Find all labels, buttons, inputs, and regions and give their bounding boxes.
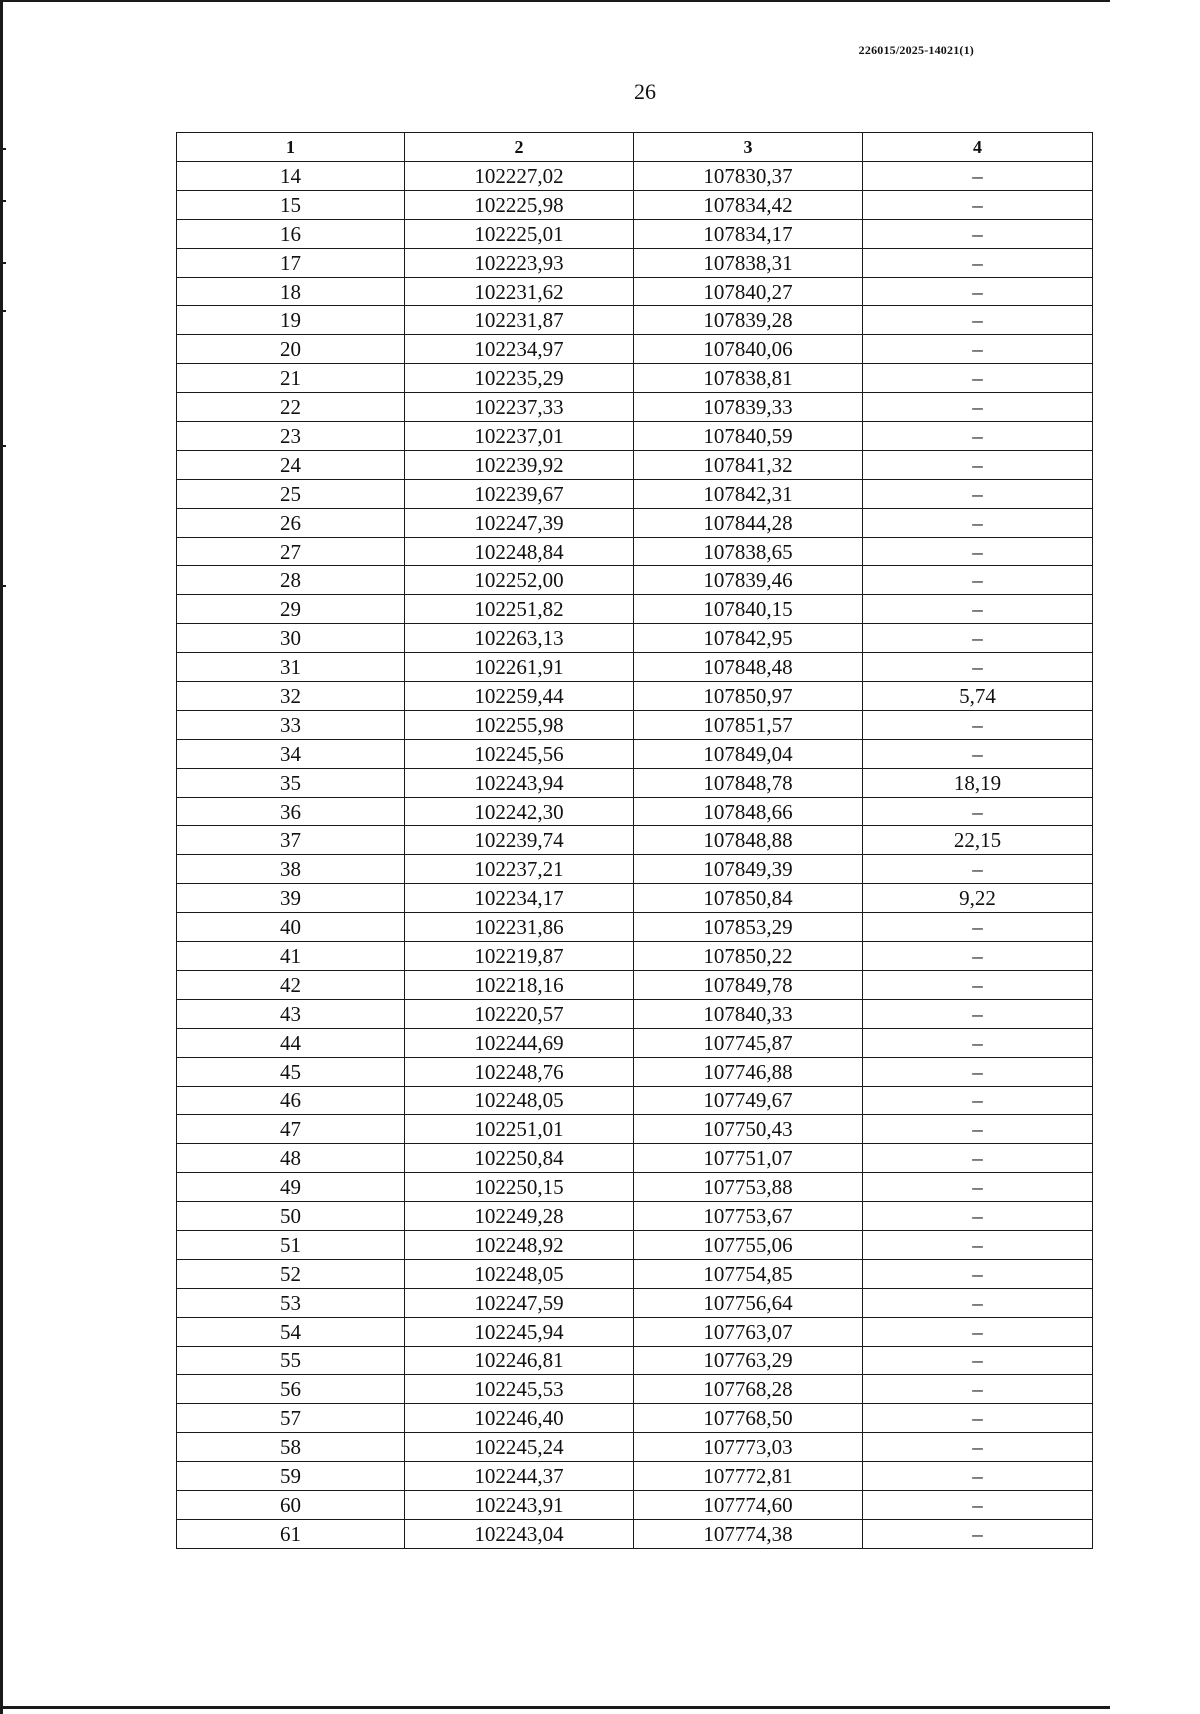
table-cell: – — [863, 1173, 1093, 1202]
table-cell: – — [863, 739, 1093, 768]
table-cell: – — [863, 422, 1093, 451]
table-cell: 107753,67 — [634, 1202, 863, 1231]
table-cell: – — [863, 1202, 1093, 1231]
table-row — [177, 826, 1093, 855]
table-row — [177, 277, 1093, 306]
table-cell: – — [863, 1028, 1093, 1057]
table-cell: 107834,42 — [634, 190, 863, 219]
table-row — [177, 1433, 1093, 1462]
table-cell: 107840,27 — [634, 277, 863, 306]
table-cell: – — [863, 1057, 1093, 1086]
table-cell: 102248,05 — [405, 1259, 634, 1288]
table-cell: 102245,94 — [405, 1317, 634, 1346]
table-cell: 46 — [177, 1086, 405, 1115]
table-cell: 102234,97 — [405, 335, 634, 364]
table-row — [177, 335, 1093, 364]
table-cell: 45 — [177, 1057, 405, 1086]
table-cell: 28 — [177, 566, 405, 595]
column-header: 3 — [634, 133, 863, 162]
table-cell: 107848,48 — [634, 653, 863, 682]
table-cell: 102237,01 — [405, 422, 634, 451]
table-cell: – — [863, 1346, 1093, 1375]
table-cell: 33 — [177, 710, 405, 739]
table-cell: 30 — [177, 624, 405, 653]
table-cell: 107768,50 — [634, 1404, 863, 1433]
table-cell: 107842,95 — [634, 624, 863, 653]
table-cell: 102252,00 — [405, 566, 634, 595]
table-cell: – — [863, 653, 1093, 682]
table-row — [177, 1375, 1093, 1404]
table-cell: – — [863, 1433, 1093, 1462]
table-cell: – — [863, 1259, 1093, 1288]
table-cell: 107763,07 — [634, 1317, 863, 1346]
table-cell: 102248,05 — [405, 1086, 634, 1115]
table-cell: 107848,78 — [634, 768, 863, 797]
table-cell: 102261,91 — [405, 653, 634, 682]
table-row — [177, 422, 1093, 451]
table-row — [177, 1086, 1093, 1115]
table-cell: 60 — [177, 1490, 405, 1519]
table-cell: 102227,02 — [405, 162, 634, 191]
table-cell: – — [863, 1086, 1093, 1115]
table-row — [177, 710, 1093, 739]
table-row — [177, 739, 1093, 768]
table-row — [177, 1057, 1093, 1086]
table-row — [177, 1230, 1093, 1259]
table-cell: 29 — [177, 595, 405, 624]
table-row — [177, 595, 1093, 624]
table-cell: 107850,22 — [634, 942, 863, 971]
table-cell: 102220,57 — [405, 999, 634, 1028]
table-cell: 107745,87 — [634, 1028, 863, 1057]
table-row — [177, 248, 1093, 277]
table-cell: – — [863, 393, 1093, 422]
table-cell: – — [863, 1519, 1093, 1548]
table-cell: 14 — [177, 162, 405, 191]
table-row — [177, 537, 1093, 566]
table-cell: 102219,87 — [405, 942, 634, 971]
table-cell: – — [863, 277, 1093, 306]
table-cell: 107756,64 — [634, 1288, 863, 1317]
table-cell: – — [863, 1375, 1093, 1404]
table-cell: 107838,81 — [634, 364, 863, 393]
table-row — [177, 479, 1093, 508]
table-cell: 21 — [177, 364, 405, 393]
table-cell: 107839,33 — [634, 393, 863, 422]
table-cell: 102248,84 — [405, 537, 634, 566]
table-cell: 102250,84 — [405, 1144, 634, 1173]
table-cell: 107840,15 — [634, 595, 863, 624]
table-cell: 107840,33 — [634, 999, 863, 1028]
table-cell: 102245,53 — [405, 1375, 634, 1404]
table-cell: 107746,88 — [634, 1057, 863, 1086]
table-cell: 41 — [177, 942, 405, 971]
table-cell: 102248,76 — [405, 1057, 634, 1086]
table-cell: – — [863, 1404, 1093, 1433]
table-row — [177, 1259, 1093, 1288]
table-cell: – — [863, 797, 1093, 826]
table-cell: 102244,69 — [405, 1028, 634, 1057]
table-cell: 107848,66 — [634, 797, 863, 826]
table-cell: 107838,31 — [634, 248, 863, 277]
table-cell: 42 — [177, 970, 405, 999]
table-row — [177, 797, 1093, 826]
table-row — [177, 364, 1093, 393]
table-cell: – — [863, 566, 1093, 595]
table-cell: 107839,46 — [634, 566, 863, 595]
table-cell: 107774,38 — [634, 1519, 863, 1548]
table-cell: 102263,13 — [405, 624, 634, 653]
table-cell: 18,19 — [863, 768, 1093, 797]
table-cell: 102251,82 — [405, 595, 634, 624]
table-cell: 102242,30 — [405, 797, 634, 826]
table-cell: – — [863, 248, 1093, 277]
table-cell: 37 — [177, 826, 405, 855]
table-cell: 107839,28 — [634, 306, 863, 335]
table-cell: – — [863, 913, 1093, 942]
table-cell: 9,22 — [863, 884, 1093, 913]
table-cell: 107753,88 — [634, 1173, 863, 1202]
table-cell: 107841,32 — [634, 450, 863, 479]
table-cell: 53 — [177, 1288, 405, 1317]
table-row — [177, 566, 1093, 595]
table-cell: 102248,92 — [405, 1230, 634, 1259]
table-row — [177, 1519, 1093, 1548]
table-row — [177, 942, 1093, 971]
table-cell: 102231,62 — [405, 277, 634, 306]
table-cell: 102246,81 — [405, 1346, 634, 1375]
left-border-tick — [0, 445, 6, 447]
table-cell: – — [863, 624, 1093, 653]
table-row — [177, 884, 1093, 913]
table-cell: 102218,16 — [405, 970, 634, 999]
table-cell: 102243,94 — [405, 768, 634, 797]
table-row — [177, 306, 1093, 335]
table-row — [177, 1288, 1093, 1317]
page-number: 26 — [634, 79, 656, 104]
table-row — [177, 682, 1093, 711]
table-cell: 34 — [177, 739, 405, 768]
table-cell: 102246,40 — [405, 1404, 634, 1433]
table-cell: 25 — [177, 479, 405, 508]
column-header: 4 — [863, 133, 1093, 162]
table-cell: 56 — [177, 1375, 405, 1404]
table-row — [177, 393, 1093, 422]
table-cell: 20 — [177, 335, 405, 364]
table-cell: 102239,92 — [405, 450, 634, 479]
table-cell: 102251,01 — [405, 1115, 634, 1144]
coordinates-table — [176, 132, 1093, 1549]
table-cell: 102231,86 — [405, 913, 634, 942]
top-border-line — [0, 0, 1110, 2]
table-cell: – — [863, 595, 1093, 624]
table-cell: – — [863, 479, 1093, 508]
table-cell: 39 — [177, 884, 405, 913]
table-cell: 102235,29 — [405, 364, 634, 393]
column-header: 2 — [405, 133, 634, 162]
table-cell: – — [863, 162, 1093, 191]
table-cell: 107755,06 — [634, 1230, 863, 1259]
table-cell: 31 — [177, 653, 405, 682]
bottom-border-line — [0, 1706, 1110, 1709]
table-cell: 55 — [177, 1346, 405, 1375]
left-border-tick — [0, 262, 6, 264]
table-cell: 102231,87 — [405, 306, 634, 335]
table-cell: 61 — [177, 1519, 405, 1548]
table-cell: 107851,57 — [634, 710, 863, 739]
table-cell: 107834,17 — [634, 219, 863, 248]
table-cell: 32 — [177, 682, 405, 711]
table-cell: 18 — [177, 277, 405, 306]
table-row — [177, 624, 1093, 653]
table-cell: – — [863, 364, 1093, 393]
table-cell: 102223,93 — [405, 248, 634, 277]
table-row — [177, 1462, 1093, 1491]
table-cell: – — [863, 1230, 1093, 1259]
table-row — [177, 162, 1093, 191]
table-cell: – — [863, 335, 1093, 364]
document-reference-number: 226015/2025-14021(1) — [858, 43, 974, 57]
table-cell: 102237,33 — [405, 393, 634, 422]
table-header-row — [177, 133, 1093, 162]
table-row — [177, 1202, 1093, 1231]
table-cell: 52 — [177, 1259, 405, 1288]
table-cell: 36 — [177, 797, 405, 826]
table-cell: – — [863, 190, 1093, 219]
table-cell: 107772,81 — [634, 1462, 863, 1491]
table-cell: 107850,84 — [634, 884, 863, 913]
table-cell: – — [863, 219, 1093, 248]
table-cell: 43 — [177, 999, 405, 1028]
table-cell: 102239,74 — [405, 826, 634, 855]
table-cell: – — [863, 537, 1093, 566]
table-cell: 22 — [177, 393, 405, 422]
table-cell: – — [863, 855, 1093, 884]
table-cell: 107830,37 — [634, 162, 863, 191]
table-cell: 23 — [177, 422, 405, 451]
left-border-tick — [0, 585, 6, 587]
table-cell: – — [863, 942, 1093, 971]
table-row — [177, 1490, 1093, 1519]
table-cell: 102247,39 — [405, 508, 634, 537]
table-row — [177, 1173, 1093, 1202]
table-row — [177, 190, 1093, 219]
table-cell: 107749,67 — [634, 1086, 863, 1115]
table-cell: 107853,29 — [634, 913, 863, 942]
table-row — [177, 653, 1093, 682]
table-cell: 48 — [177, 1144, 405, 1173]
table-cell: 102234,17 — [405, 884, 634, 913]
table-cell: 107840,06 — [634, 335, 863, 364]
table-cell: 107842,31 — [634, 479, 863, 508]
table-cell: 15 — [177, 190, 405, 219]
table-cell: – — [863, 1144, 1093, 1173]
table-cell: 107773,03 — [634, 1433, 863, 1462]
table-cell: 102245,24 — [405, 1433, 634, 1462]
table-row — [177, 1115, 1093, 1144]
table-cell: – — [863, 970, 1093, 999]
table-cell: 38 — [177, 855, 405, 884]
table-cell: 107840,59 — [634, 422, 863, 451]
table-row — [177, 913, 1093, 942]
table-cell: 107849,04 — [634, 739, 863, 768]
table-cell: 102250,15 — [405, 1173, 634, 1202]
table-cell: 102245,56 — [405, 739, 634, 768]
table-cell: 102255,98 — [405, 710, 634, 739]
table-cell: 49 — [177, 1173, 405, 1202]
table-row — [177, 1028, 1093, 1057]
table-cell: 50 — [177, 1202, 405, 1231]
table-cell: – — [863, 999, 1093, 1028]
left-border-tick — [0, 310, 6, 312]
table-cell: 102237,21 — [405, 855, 634, 884]
table-cell: 107849,39 — [634, 855, 863, 884]
table-cell: 107754,85 — [634, 1259, 863, 1288]
table-cell: 57 — [177, 1404, 405, 1433]
table-cell: 107750,43 — [634, 1115, 863, 1144]
table-cell: 107774,60 — [634, 1490, 863, 1519]
left-border-line — [0, 0, 3, 1714]
table-cell: 17 — [177, 248, 405, 277]
left-border-tick — [0, 200, 6, 202]
table-cell: 19 — [177, 306, 405, 335]
table-cell: 59 — [177, 1462, 405, 1491]
table-cell: 24 — [177, 450, 405, 479]
table-row — [177, 508, 1093, 537]
table-cell: 40 — [177, 913, 405, 942]
table-row — [177, 450, 1093, 479]
table-cell: 107768,28 — [634, 1375, 863, 1404]
table-cell: 22,15 — [863, 826, 1093, 855]
table-row — [177, 1317, 1093, 1346]
table-body — [177, 162, 1093, 1549]
table-cell: 58 — [177, 1433, 405, 1462]
table-row — [177, 999, 1093, 1028]
table-cell: 102244,37 — [405, 1462, 634, 1491]
table-cell: 16 — [177, 219, 405, 248]
table-cell: – — [863, 1317, 1093, 1346]
table-cell: 27 — [177, 537, 405, 566]
table-cell: 102239,67 — [405, 479, 634, 508]
table-cell: – — [863, 1288, 1093, 1317]
table-cell: 107844,28 — [634, 508, 863, 537]
table-cell: 102249,28 — [405, 1202, 634, 1231]
table-row — [177, 768, 1093, 797]
table-cell: 102247,59 — [405, 1288, 634, 1317]
table-cell: – — [863, 1115, 1093, 1144]
table-cell: – — [863, 1462, 1093, 1491]
table-cell: 102243,04 — [405, 1519, 634, 1548]
table-cell: 107838,65 — [634, 537, 863, 566]
table-row — [177, 1346, 1093, 1375]
table-cell: 47 — [177, 1115, 405, 1144]
table-cell: 102259,44 — [405, 682, 634, 711]
table-cell: – — [863, 306, 1093, 335]
left-border-tick — [0, 148, 6, 150]
table-row — [177, 1404, 1093, 1433]
table-row — [177, 219, 1093, 248]
table-cell: 54 — [177, 1317, 405, 1346]
table-cell: 102225,01 — [405, 219, 634, 248]
table-cell: 26 — [177, 508, 405, 537]
table-cell: 107849,78 — [634, 970, 863, 999]
table-row — [177, 970, 1093, 999]
table-cell: 107763,29 — [634, 1346, 863, 1375]
table-cell: 102225,98 — [405, 190, 634, 219]
table-row — [177, 1144, 1093, 1173]
table-cell: 51 — [177, 1230, 405, 1259]
table-row — [177, 855, 1093, 884]
table-cell: – — [863, 450, 1093, 479]
table-cell: – — [863, 710, 1093, 739]
table-cell: 5,74 — [863, 682, 1093, 711]
table-cell: – — [863, 508, 1093, 537]
table-cell: 102243,91 — [405, 1490, 634, 1519]
table-cell: 35 — [177, 768, 405, 797]
column-header: 1 — [177, 133, 405, 162]
table-cell: 107751,07 — [634, 1144, 863, 1173]
table-cell: – — [863, 1490, 1093, 1519]
table-cell: 107848,88 — [634, 826, 863, 855]
table-cell: 107850,97 — [634, 682, 863, 711]
table-cell: 44 — [177, 1028, 405, 1057]
